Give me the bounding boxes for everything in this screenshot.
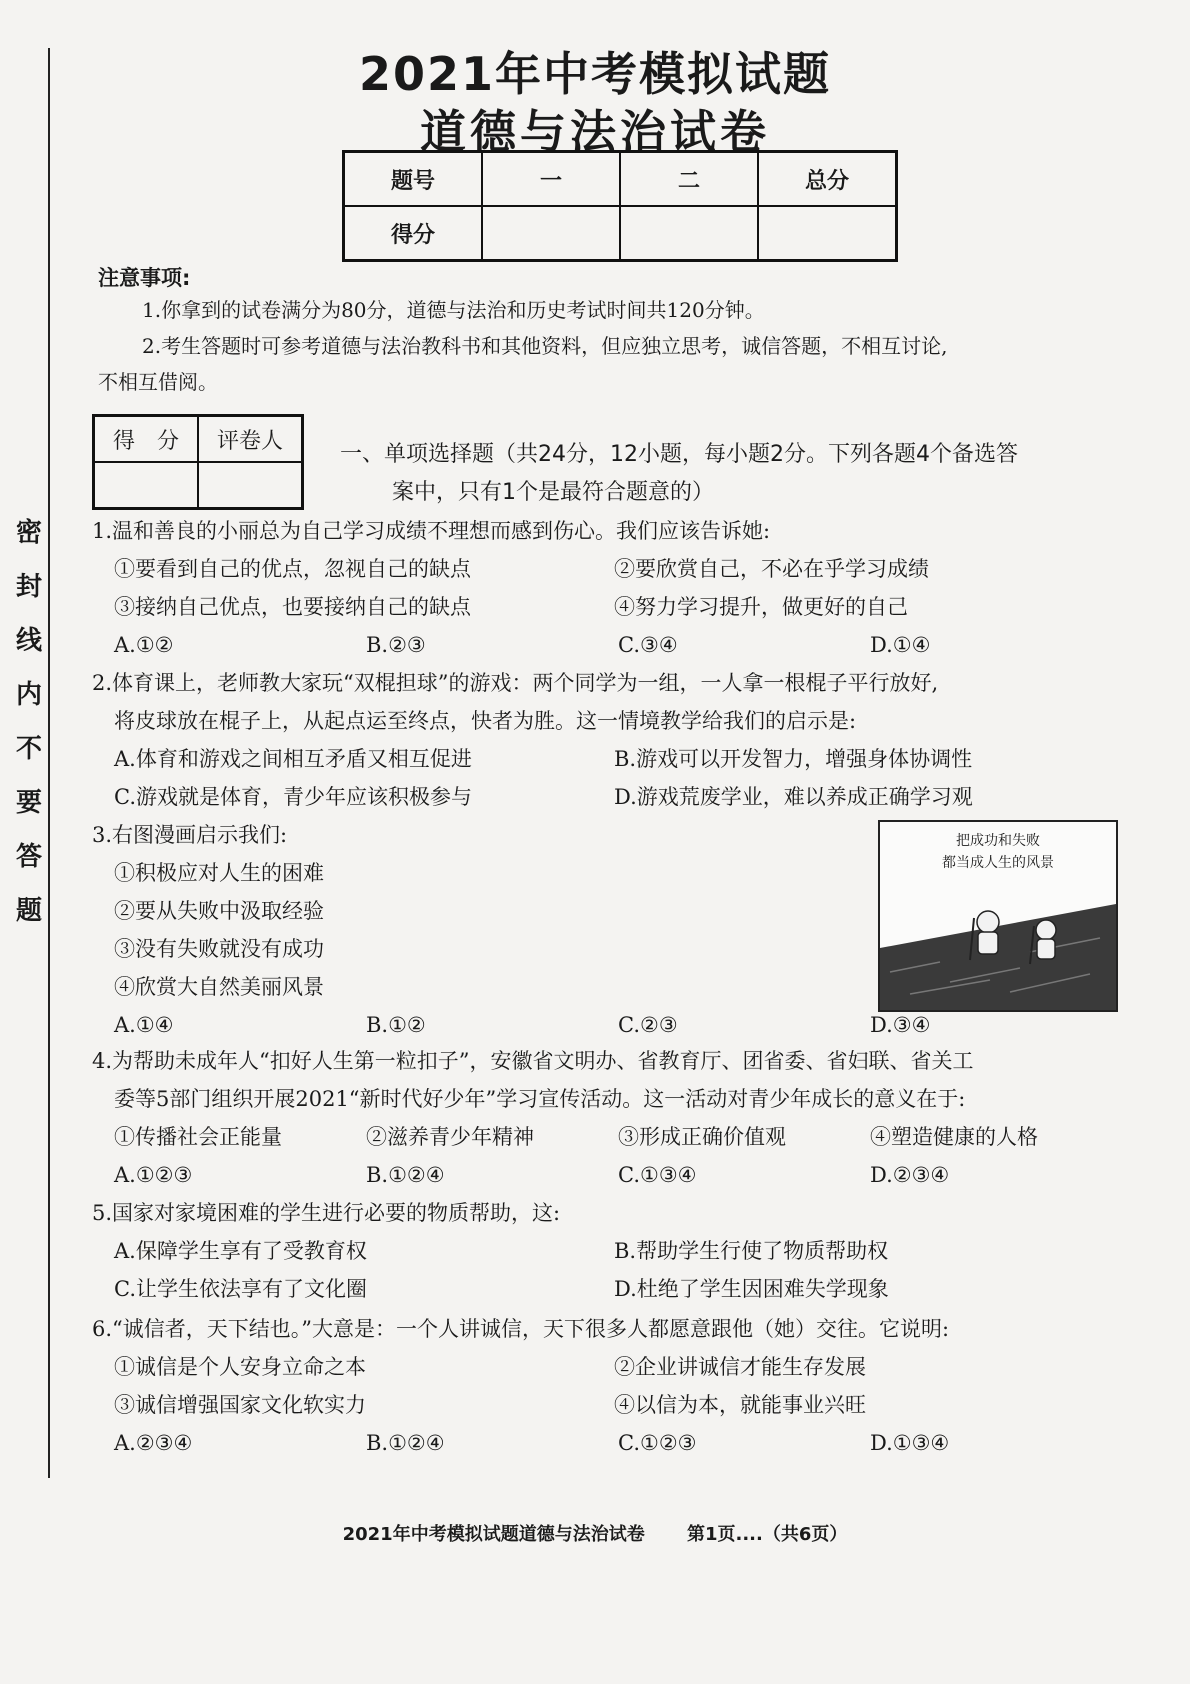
option-a[interactable]: A.体育和游戏之间相互矛盾又相互促进: [114, 747, 472, 771]
score-table: [342, 150, 898, 262]
option-c[interactable]: C.③④: [618, 633, 678, 657]
question-stem-cont: 将皮球放在棍子上，从起点运至终点，快者为胜。这一情境教学给我们的启示是:: [114, 709, 857, 733]
score-blank-cell[interactable]: [620, 206, 758, 261]
option-a[interactable]: A.保障学生享有了受教育权: [114, 1239, 367, 1263]
question-stem: 2.体育课上，老师教大家玩“双棍担球”的游戏：两个同学为一组，一人拿一根棍子平行放好,: [92, 671, 939, 695]
statement: ②要从失败中汲取经验: [114, 899, 324, 923]
comic-caption-line2: 都当成人生的风景: [942, 855, 1054, 871]
margin-char: 线: [15, 626, 42, 656]
statement: ②滋养青少年精神: [366, 1125, 534, 1149]
comic-drawing: [880, 822, 1116, 1010]
option-b[interactable]: B.帮助学生行使了物质帮助权: [614, 1239, 889, 1263]
statement: ③接纳自己优点，也要接纳自己的缺点: [114, 595, 471, 619]
statement: ①诚信是个人安身立命之本: [114, 1355, 366, 1379]
footer-title: 2021年中考模拟试题道德与法治试卷: [342, 1524, 645, 1545]
option-d[interactable]: D.①③④: [870, 1431, 950, 1455]
option-c[interactable]: C.①③④: [618, 1163, 697, 1187]
section-one-heading: [340, 436, 1140, 512]
statement: ①积极应对人生的困难: [114, 861, 324, 885]
grader-score-cell[interactable]: [94, 462, 199, 509]
statement: ④努力学习提升，做更好的自己: [614, 595, 908, 619]
question-stem: 4.为帮助未成年人“扣好人生第一粒扣子”，安徽省文明办、省教育厅、团省委、省妇联、省关工: [92, 1049, 974, 1073]
statement-row: [92, 1348, 1142, 1386]
binding-margin-text: [14, 520, 44, 924]
score-blank-cell[interactable]: [482, 206, 620, 261]
question-stem: 5.国家对家境困难的学生进行必要的物质帮助，这:: [92, 1201, 561, 1225]
answer-options: [92, 626, 1142, 664]
page-footer: [0, 1520, 1190, 1546]
option-a[interactable]: A.②③④: [114, 1431, 193, 1455]
question-5: [92, 1194, 1142, 1308]
statement: ③诚信增强国家文化软实力: [114, 1393, 366, 1417]
option-b[interactable]: B.①②④: [366, 1431, 445, 1455]
statement: ④以信为本，就能事业兴旺: [614, 1393, 866, 1417]
statement: ①要看到自己的优点，忽视自己的缺点: [114, 557, 471, 581]
statement-row: [92, 550, 1142, 588]
grader-table: [92, 414, 304, 510]
exam-subtitle: 道德与法治试卷: [420, 105, 770, 159]
question-6: [92, 1310, 1142, 1462]
option-b[interactable]: B.②③: [366, 633, 426, 657]
question-2: [92, 664, 1142, 816]
margin-char: 内: [15, 680, 42, 710]
statement: ②企业讲诚信才能生存发展: [614, 1355, 866, 1379]
score-header-cell: 题号: [344, 152, 483, 207]
answer-options: [92, 1156, 1142, 1194]
question-stem: 1.温和善良的小丽总为自己学习成绩不理想而感到伤心。我们应该告诉她:: [92, 519, 771, 543]
statement-row: [92, 1118, 1142, 1156]
option-c[interactable]: C.游戏就是体育，青少年应该积极参与: [114, 785, 472, 809]
margin-char: 要: [15, 788, 42, 818]
option-d[interactable]: D.游戏荒废学业，难以养成正确学习观: [614, 785, 973, 809]
margin-char: 不: [15, 734, 42, 764]
notes-title: 注意事项:: [98, 266, 191, 290]
statement-row: [92, 1386, 1142, 1424]
option-b[interactable]: B.游戏可以开发智力，增强身体协调性: [614, 747, 973, 771]
answer-options: [92, 1270, 1142, 1308]
score-header-cell: 一: [482, 152, 620, 207]
comic-caption-line1: 把成功和失败: [956, 833, 1040, 849]
statement: ②要欣赏自己，不必在乎学习成绩: [614, 557, 929, 581]
grader-score-label: 得 分: [94, 416, 199, 463]
statement: ③形成正确价值观: [618, 1125, 786, 1149]
answer-options: [92, 1424, 1142, 1462]
margin-char: 密: [15, 518, 42, 548]
score-blank-cell[interactable]: [758, 206, 897, 261]
section-heading-line2: 案中，只有1个是最符合题意的）: [392, 480, 714, 505]
margin-char: 题: [15, 896, 42, 926]
question-stem: 3.右图漫画启示我们:: [92, 823, 288, 847]
statement: ④塑造健康的人格: [870, 1125, 1038, 1149]
option-a[interactable]: A.①④: [114, 1013, 174, 1037]
option-d[interactable]: D.②③④: [870, 1163, 950, 1187]
option-a[interactable]: A.①②: [114, 633, 174, 657]
exam-title: 2021年中考模拟试题: [358, 47, 832, 101]
question-4: [92, 1042, 1142, 1194]
note-item-1: 1.你拿到的试卷满分为80分，道德与法治和历史考试时间共120分钟。: [142, 298, 765, 322]
option-b[interactable]: B.①②④: [366, 1163, 445, 1187]
score-row-label: 得分: [344, 206, 483, 261]
answer-options: [92, 740, 1142, 778]
option-d[interactable]: D.③④: [870, 1013, 931, 1037]
option-d[interactable]: D.①④: [870, 633, 931, 657]
margin-char: 答: [15, 842, 42, 872]
option-a[interactable]: A.①②③: [114, 1163, 193, 1187]
comic-illustration: [878, 820, 1118, 1012]
answer-options: [92, 1232, 1142, 1270]
option-c[interactable]: C.让学生依法享有了文化圈: [114, 1277, 367, 1301]
score-header-cell: 二: [620, 152, 758, 207]
statement: ①传播社会正能量: [114, 1125, 282, 1149]
grader-name-label: 评卷人: [198, 416, 303, 463]
footer-page-number: 第1页....（共6页）: [686, 1524, 848, 1545]
margin-char: 封: [15, 572, 42, 602]
option-d[interactable]: D.杜绝了学生因困难失学现象: [614, 1277, 889, 1301]
statement-row: [92, 588, 1142, 626]
question-1: [92, 512, 1142, 664]
score-header-cell: 总分: [758, 152, 897, 207]
question-stem-cont: 委等5部门组织开展2021“新时代好少年”学习宣传活动。这一活动对青少年成长的意义在于:: [114, 1087, 966, 1111]
statement: ④欣赏大自然美丽风景: [114, 975, 324, 999]
note-item-2: 2.考生答题时可参考道德与法治教科书和其他资料，但应独立思考，诚信答题，不相互讨论,: [142, 334, 948, 358]
option-c[interactable]: C.②③: [618, 1013, 678, 1037]
option-b[interactable]: B.①②: [366, 1013, 426, 1037]
note-item-2-cont: 不相互借阅。: [98, 370, 218, 394]
question-stem: 6.“诚信者，天下结也。”大意是：一个人讲诚信，天下很多人都愿意跟他（她）交往。它说明:: [92, 1317, 950, 1341]
answer-options: [92, 778, 1142, 816]
statement: ③没有失败就没有成功: [114, 937, 324, 961]
binding-line: [48, 48, 50, 1478]
section-heading-line1: 一、单项选择题（共24分，12小题，每小题2分。下列各题4个备选答: [340, 442, 1018, 467]
grader-name-cell[interactable]: [198, 462, 303, 509]
option-c[interactable]: C.①②③: [618, 1431, 697, 1455]
